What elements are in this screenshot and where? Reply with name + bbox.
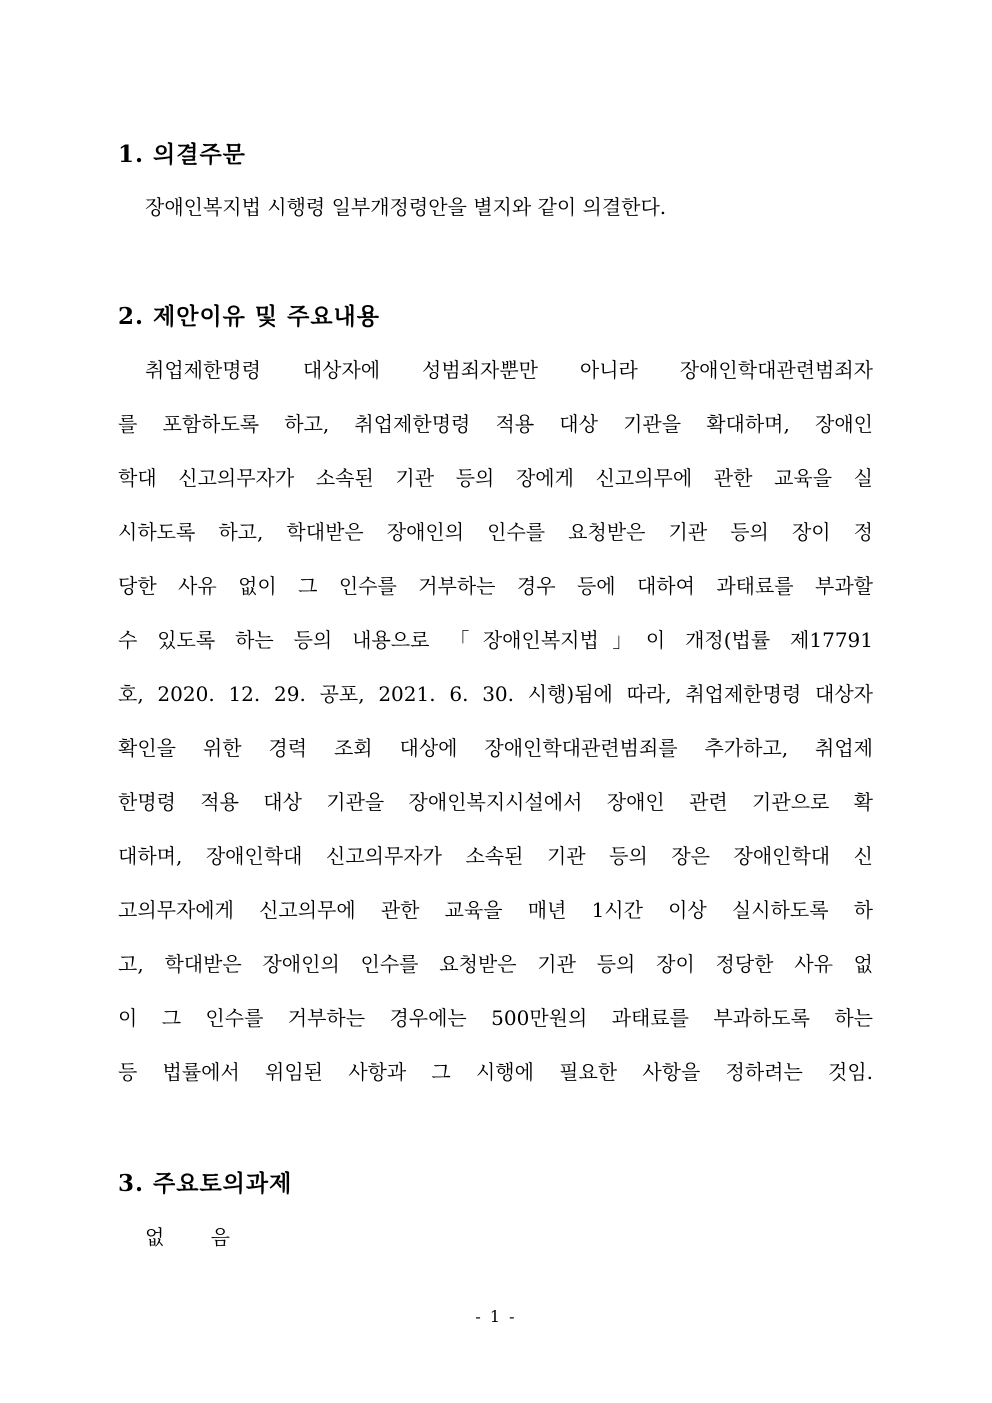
reasons-line: 확인을 위한 경력 조회 대상에 장애인학대관련범죄를 추가하고, 취업제 [118, 736, 873, 760]
page-number: - 1 - [475, 1307, 517, 1326]
reasons-line: 고의무자에게 신고의무에 관한 교육을 매년 1시간 이상 실시하도록 하 [118, 898, 873, 922]
section-heading-resolution: 1. 의결주문 [118, 141, 246, 168]
discussion-text: 없 음 [145, 1225, 230, 1249]
reasons-line: 취업제한명령 대상자에 성범죄자뿐만 아니라 장애인학대관련범죄자 [145, 358, 873, 382]
reasons-line: 고, 학대받은 장애인의 인수를 요청받은 기관 등의 장이 정당한 사유 없 [118, 952, 873, 976]
reasons-line: 학대 신고의무자가 소속된 기관 등의 장에게 신고의무에 관한 교육을 실 [118, 466, 873, 490]
resolution-text: 장애인복지법 시행령 일부개정령안을 별지와 같이 의결한다. [145, 195, 667, 219]
reasons-line: 호, 2020. 12. 29. 공포, 2021. 6. 30. 시행)됨에 따라, 취업제한명령 대상자 [118, 682, 873, 706]
reasons-line: 한명령 적용 대상 기관을 장애인복지시설에서 장애인 관련 기관으로 확 [118, 790, 873, 814]
reasons-line: 등 법률에서 위임된 사항과 그 시행에 필요한 사항을 정하려는 것임. [118, 1060, 873, 1084]
reasons-line: 당한 사유 없이 그 인수를 거부하는 경우 등에 대하여 과태료를 부과할 [118, 574, 873, 598]
reasons-line: 대하며, 장애인학대 신고의무자가 소속된 기관 등의 장은 장애인학대 신 [118, 844, 873, 868]
section-heading-reasons: 2. 제안이유 및 주요내용 [118, 303, 380, 330]
reasons-line: 수 있도록 하는 등의 내용으로 「장애인복지법」이 개정(법률 제17791 [118, 628, 873, 652]
reasons-line: 를 포함하도록 하고, 취업제한명령 적용 대상 기관을 확대하며, 장애인 [118, 412, 873, 436]
section-heading-discussion: 3. 주요토의과제 [118, 1170, 293, 1197]
reasons-line: 이 그 인수를 거부하는 경우에는 500만원의 과태료를 부과하도록 하는 [118, 1006, 873, 1030]
reasons-line: 시하도록 하고, 학대받은 장애인의 인수를 요청받은 기관 등의 장이 정 [118, 520, 873, 544]
